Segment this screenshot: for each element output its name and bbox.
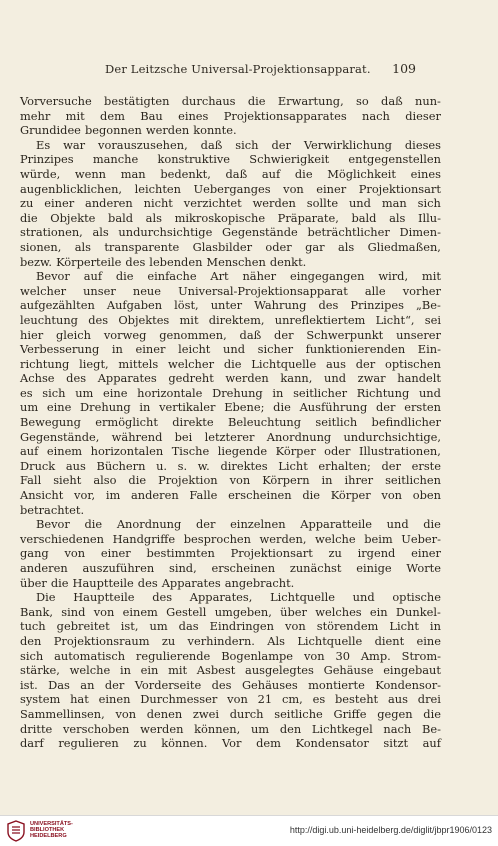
text-line: stärke, welche in ein mit Asbest ausgelegtes Gehäuse eingebaut: [20, 663, 441, 678]
text-line: dritte verschoben werden können, um den Lichtkegel nach Be-: [20, 721, 441, 736]
text-line: würde, wenn man bedenkt, daß auf die Möglichkeit eines: [20, 166, 441, 181]
text-line: system hat einen Durchmesser von 21 cm, es besteht aus drei: [20, 692, 441, 707]
text-line: Verbesserung in einer leicht und sicher funktionierenden Ein-: [20, 342, 441, 357]
running-title: Der Leitzsche Universal-Projektionsapparat.: [105, 62, 371, 76]
text-line: tuch gebreitet ist, um das Eindringen von störendem Licht in: [20, 619, 441, 634]
text-line: Bank, sind von einem Gestell umgeben, über welches ein Dunkel-: [20, 604, 441, 619]
text-line: Achse des Apparates gedreht werden kann, und zwar handelt: [20, 371, 441, 386]
text-line: sionen, als transparente Glasbilder oder gar als Gliedmaßen,: [20, 239, 441, 254]
text-line: die Objekte bald als mikroskopische Präparate, bald als Illu-: [20, 210, 441, 225]
paragraph: [20, 94, 441, 138]
text-line: mehr mit dem Bau eines Projektionsapparates nach dieser: [20, 108, 441, 123]
text-line: richtung liegt, mittels welcher die Lichtquelle aus der optischen: [20, 356, 441, 371]
text-line: verschiedenen Handgriffe besprochen werden, welche beim Ueber-: [20, 531, 441, 546]
text-line: augenblicklichen, leichten Ueberganges von einer Projektionsart: [20, 181, 441, 196]
text-line: Fall sieht also die Projektion von Körpern in ihrer seitlichen: [20, 473, 441, 488]
text-line: Grundidee begonnen werden konnte.: [20, 123, 237, 138]
source-url-link[interactable]: http://digi.ub.uni-heidelberg.de/diglit/jbpr1906/0123: [289, 825, 492, 835]
university-library-logo-icon: [6, 820, 26, 842]
text-line: aufgezählten Aufgaben löst, unter Wahrung des Prinzipes „Be-: [20, 298, 441, 313]
text-line: Druck aus Büchern u. s. w. direktes Licht erhalten; der erste: [20, 458, 441, 473]
text-line: Ansicht vor, im anderen Falle erscheinen die Körper von oben: [20, 488, 441, 503]
text-line: es sich um eine horizontale Drehung in seitlicher Richtung und: [20, 385, 441, 400]
text-line: Bewegung ermöglicht direkte Beleuchtung seitlich befindlicher: [20, 415, 441, 430]
text-line: welcher unser neue Universal-Projektionsapparat alle vorher: [20, 283, 441, 298]
text-line: Sammellinsen, von denen zwei durch seitliche Griffe gegen die: [20, 706, 441, 721]
text-line: darf regulieren zu können. Vor dem Kondensator sitzt auf: [20, 736, 441, 751]
paragraph: [20, 269, 441, 517]
text-line: über die Hauptteile des Apparates angebracht.: [20, 575, 295, 590]
text-line: um eine Drehung in vertikaler Ebene; die Ausführung der ersten: [20, 400, 441, 415]
paragraph: [20, 138, 441, 269]
text-line: Es war vorauszusehen, daß sich der Verwirklichung dieses: [36, 137, 441, 152]
text-line: Prinzipes manche konstruktive Schwierigkeit entgegenstellen: [20, 152, 441, 167]
text-line: zu einer anderen nicht verzichtet werden sollte und man sich: [20, 196, 441, 211]
text-line: Bevor die Anordnung der einzelnen Apparatteile und die: [36, 517, 441, 532]
text-line: hier gleich vorweg genommen, daß der Schwerpunkt unserer: [20, 327, 441, 342]
text-line: anderen auszuführen sind, erscheinen zunächst einige Worte: [20, 561, 441, 575]
library-name-line: HEIDELBERG: [30, 833, 67, 840]
text-line: bezw. Körperteile des lebenden Menschen denkt.: [20, 254, 307, 269]
text-line: auf einem horizontalen Tische liegende Körper oder Illustrationen,: [20, 444, 441, 459]
text-line: den Projektionsraum zu verhindern. Als Lichtquelle dient eine: [20, 633, 441, 648]
text-line: Bevor auf die einfache Art näher eingegangen wird, mit: [36, 269, 441, 284]
text-line: sich automatisch regulierende Bogenlampe von 30 Amp. Strom-: [20, 648, 441, 663]
body-text: [20, 94, 441, 751]
text-line: strationen, als undurchsichtige Gegenstände beträchtlicher Dimen-: [20, 225, 441, 240]
paragraph: [20, 590, 441, 751]
library-name: [30, 821, 73, 840]
running-head: [0, 62, 498, 78]
library-name-line: UNIVERSITÄTS-: [30, 821, 73, 827]
text-line: Vorversuche bestätigten durchaus die Erwartung, so daß nun-: [20, 94, 441, 108]
library-name-line: BIBLIOTHEK: [30, 827, 65, 834]
text-line: leuchtung des Objektes mit direktem, unreflektiertem Licht“, sei: [20, 312, 441, 327]
page-number: 109: [392, 61, 416, 76]
text-line: Die Hauptteile des Apparates, Lichtquelle und optische: [36, 590, 441, 605]
text-line: betrachtet.: [20, 502, 85, 517]
paragraph: [20, 517, 441, 590]
text-line: ist. Das an der Vorderseite des Gehäuses montierte Kondensor-: [20, 677, 441, 692]
footer-bar: [0, 815, 498, 846]
text-line: gang von einer bestimmten Projektionsart zu irgend einer: [20, 546, 441, 561]
text-line: Gegenstände, während bei letzterer Anordnung undurchsichtige,: [20, 429, 441, 444]
